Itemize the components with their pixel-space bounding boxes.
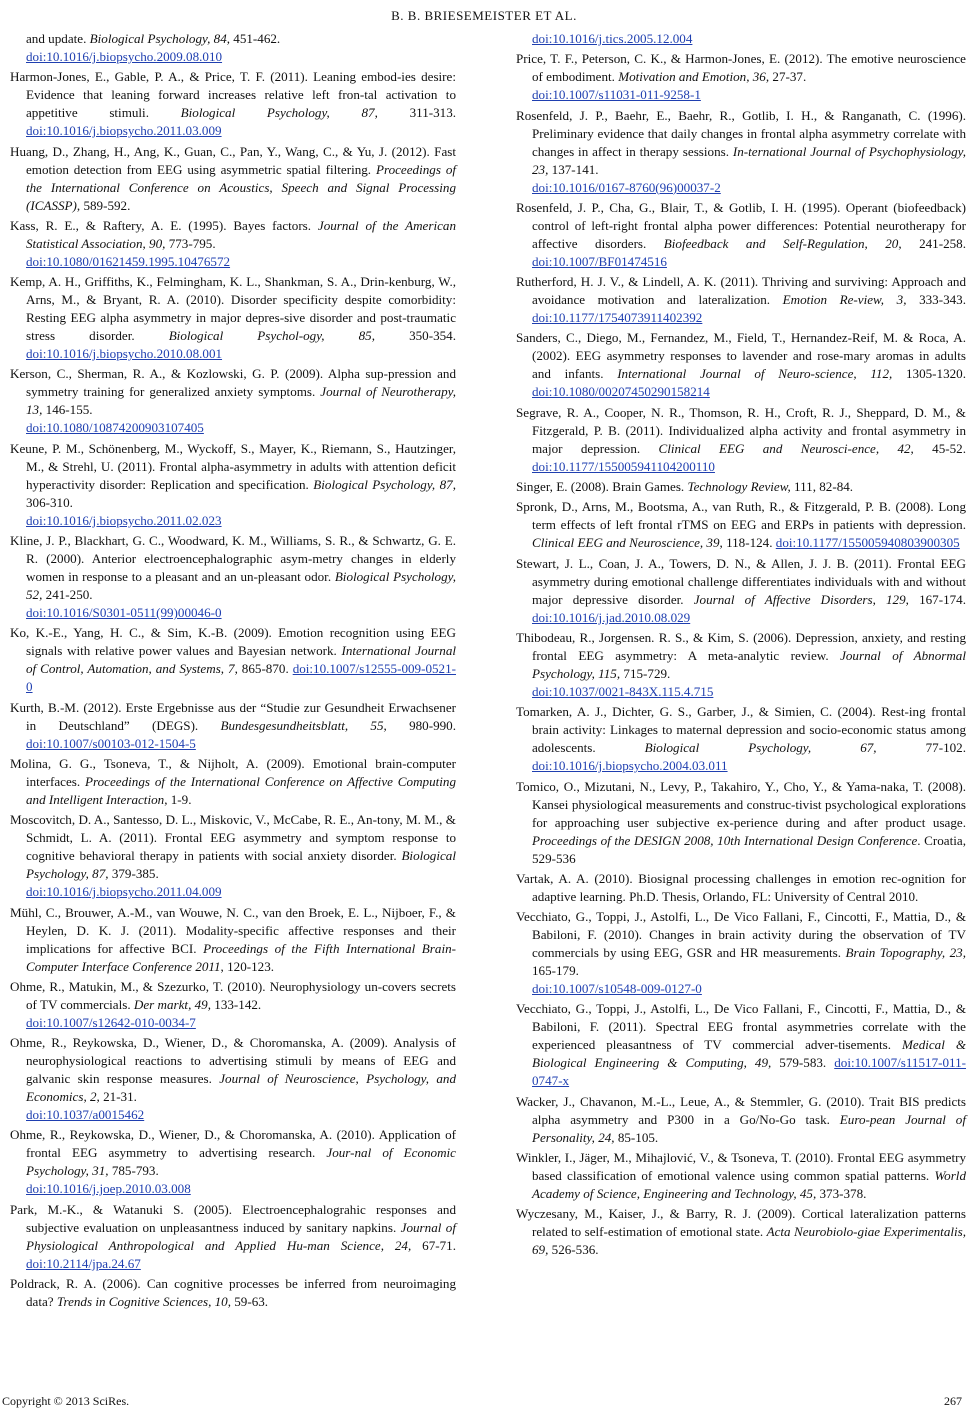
- doi-link[interactable]: doi:10.1016/0167-8760(96)00037-2: [532, 179, 721, 195]
- reference-pages: 111, 82-84.: [790, 479, 854, 495]
- reference-pages: 865-870.: [237, 661, 293, 677]
- reference-text: and update.: [26, 31, 90, 46]
- reference-journal: Acta Neurobiolo-giae Experimentalis, 69,: [532, 1224, 967, 1258]
- reference-journal: Clinical EEG and Neurosci-ence, 42,: [658, 440, 914, 456]
- doi-link[interactable]: doi:10.1016/j.biopsycho.2004.03.011: [532, 758, 728, 774]
- reference-entry: [10, 532, 456, 622]
- doi-link[interactable]: doi:10.1016/j.biopsycho.2009.08.010: [26, 49, 223, 64]
- reference-text: Tomarken, A. J., Dichter, G. S., Garber, J., & Simien, C. (2004). Rest-ing frontal brain activity: Linkages to maternal depression and socio-economic status among adolescents.: [516, 704, 966, 756]
- reference-journal: Journal of Affective Disorders, 129,: [693, 591, 909, 607]
- reference-journal: Clinical EEG and Neuroscience, 39,: [532, 535, 723, 551]
- reference-text: Thibodeau, R., Jorgensen. R. S., & Kim, S. (2006). Depression, anxiety, and resting frontal EEG asymmetry: A meta-analytic review.: [516, 629, 966, 663]
- reference-pages: 379-385.: [108, 866, 159, 882]
- reference-entry: [10, 904, 456, 976]
- reference-entry: [10, 365, 456, 437]
- reference-entry: [516, 1149, 966, 1203]
- doi-link[interactable]: doi:10.1037/0021-843X.115.4.715: [532, 683, 714, 699]
- copyright-notice: Copyright © 2013 SciRes.: [2, 1394, 130, 1408]
- reference-text: Mühl, C., Brouwer, A.-M., van Wouwe, N. C., van den Broek, E. L., Nijboer, F., & Heylen, D. K. J. (2011). Modality-specific affective responses and their implications for affective BCI.: [10, 904, 456, 956]
- reference-text: Ko, K.-E., Yang, H. C., & Sim, K.-B. (2009). Emotion recognition using EEG signals with relative power values and Bayesian network.: [10, 625, 456, 659]
- reference-journal: World Academy of Science, Engineering and Technology, 45,: [532, 1168, 966, 1202]
- reference-journal: Proceedings of the International Conference on Affective Computing and Intelligent Interaction: [26, 773, 456, 807]
- reference-entry: [516, 1205, 966, 1259]
- reference-journal: Journal of Neurotherapy, 13,: [26, 384, 456, 418]
- reference-journal: Journal of Abnormal Psychology, 115,: [532, 647, 966, 681]
- reference-text: Harmon-Jones, E., Gable, P. A., & Price, T. F. (2011). Leaning embod-ies desire: Evidence that leaning forward increases relative left fron-tal activation to appetitive stimuli.: [10, 69, 456, 121]
- doi-link[interactable]: doi:10.1007/BF01474516: [532, 253, 667, 269]
- reference-journal: International Journal of Control, Automation, and Systems, 7,: [26, 643, 456, 677]
- reference-text: Kline, J. P., Blackhart, G. C., Woodward, K. M., Williams, S. R., & Schwartz, G. E. R. (2000). Anterior electroencephalographic asym-metry changes in elderly women in response to a pleasant and an un-pleasant odor.: [10, 533, 456, 585]
- doi-link[interactable]: doi:10.1007/s11517-011-0747-x: [532, 1055, 966, 1089]
- reference-entry: [10, 1126, 456, 1198]
- reference-pages: , 1-9.: [164, 791, 192, 807]
- reference-text: Segrave, R. A., Cooper, N. R., Thomson, R. H., Croft, R. J., Sheppard, D. M., & Fitzgerald, P. B. (2011). Individualized alpha activity and frontal asymmetry in major depression.: [516, 404, 966, 456]
- reference-journal: Biofeedback and Self-Regulation, 20,: [663, 235, 902, 251]
- reference-entry: [516, 703, 966, 775]
- reference-pages: 137-141.: [548, 161, 599, 177]
- reference-text: Kemp, A. H., Griffiths, K., Felmingham, K. L., Shankman, S. A., Drin-kenburg, W., Arns, M., & Bryant, R. A. (2010). Disorder specificity despite comorbidity: Resting EEG alpha asymmetry in major depres-sive disorder and post-traumatic stress disorder.: [10, 274, 456, 344]
- reference-pages: . Croatia, 529-536: [532, 832, 966, 866]
- reference-pages: , 120-123.: [220, 958, 275, 974]
- reference-entry: [516, 908, 966, 998]
- reference-journal: Proceedings of the Fifth International Brain-Computer Interface Conference 2011: [26, 940, 456, 974]
- reference-text: Wyczesany, M., Kaiser, J., & Barry, R. J. (2009). Cortical lateralization patterns related to self-estimation of emotional state.: [516, 1206, 966, 1240]
- reference-text: Wacker, J., Chavanon, M.-L., Leue, A., & Stemmler, G. (2010). Trait BIS predicts alpha asymmetry and P300 in a Go/No-Go task.: [516, 1093, 966, 1127]
- reference-pages: 241-258.: [901, 235, 966, 251]
- reference-pages: 773-795.: [165, 235, 216, 251]
- reference-pages: 77-102.: [876, 740, 966, 756]
- doi-link[interactable]: doi:10.1080/01621459.1995.10476572: [26, 253, 231, 269]
- reference-text: Spronk, D., Arns, M., Bootsma, A., van Ruth, R., & Fitzgerald, P. B. (2008). Long term effects of left frontal rTMS on EEG and ERPs in patients with depression.: [516, 499, 966, 533]
- reference-entry: [10, 143, 456, 215]
- reference-entry: [10, 30, 456, 66]
- doi-link[interactable]: doi:10.1016/j.biopsycho.2011.02.023: [26, 512, 222, 528]
- reference-journal: Journal of the American Statistical Association, 90,: [26, 217, 457, 251]
- reference-text: Keune, P. M., Schönenberg, M., Wyckoff, S., Mayer, K., Riemann, S., Hautzinger, M., & Strehl, U. (2011). Frontal alpha-asymmetry in adults with attention deficit hyperactivity disorder: Replication and specification.: [10, 440, 456, 492]
- reference-entry: [516, 107, 966, 197]
- reference-entry: [516, 870, 966, 906]
- reference-journal: Biological Psychology, 87,: [313, 476, 456, 492]
- reference-pages: 311-313.: [377, 105, 457, 121]
- reference-entry: [516, 498, 966, 552]
- reference-text: Poldrack, R. A. (2006). Can cognitive processes be inferred from neuroimaging data?: [10, 1276, 456, 1310]
- doi-link[interactable]: doi:10.1016/j.biopsycho.2010.08.001: [26, 346, 223, 362]
- reference-pages: 241-250.: [42, 587, 93, 603]
- reference-entry: [10, 68, 456, 140]
- reference-pages: 118-124.: [722, 535, 776, 551]
- doi-link[interactable]: doi:10.1037/a0015462: [26, 1107, 145, 1123]
- reference-text: Vecchiato, G., Toppi, J., Astolfi, L., De Vico Fallani, F., Cincotti, F., Mattia, D., & Babiloni, F. (2011). Spectral EEG frontal asymmetries correlate with the experienced pleasantness of TV commercial adver-tisements.: [516, 1001, 966, 1053]
- reference-entry: [10, 217, 456, 271]
- reference-journal: Biological Psychol-ogy, 85,: [168, 328, 375, 344]
- reference-journal: Technology Review,: [687, 479, 791, 495]
- doi-link[interactable]: doi:10.1007/s00103-012-1504-5: [26, 735, 196, 751]
- reference-journal: Der markt, 49,: [133, 996, 211, 1012]
- reference-entry: [516, 629, 966, 701]
- reference-pages: 146-155.: [42, 402, 93, 418]
- reference-entry: [10, 811, 456, 901]
- doi-link[interactable]: doi:10.1080/00207450290158214: [532, 384, 710, 400]
- doi-link[interactable]: doi:10.1007/s10548-009-0127-0: [532, 981, 702, 997]
- reference-journal: Bundesgesundheitsblatt, 55,: [220, 717, 387, 733]
- reference-journal: Biological Psychology, 52,: [26, 569, 456, 603]
- reference-pages: 715-729.: [620, 665, 671, 681]
- doi-link[interactable]: doi:10.1007/s11031-011-9258-1: [532, 87, 701, 103]
- reference-text: Rutherford, H. J. V., & Lindell, A. K. (2011). Thriving and surviving: Approach and avoidance motivation and lateralization.: [516, 274, 966, 308]
- reference-pages: 306-310.: [26, 494, 73, 510]
- reference-text: Vecchiato, G., Toppi, J., Astolfi, L., De Vico Fallani, F., Cincotti, F., Mattia, D., & Babiloni, F. (2010). Changes in brain activity during the observation of TV commercials by using EEG, GSR and HR measurements.: [516, 909, 966, 961]
- reference-journal: International Journal of Neuro-science, 112,: [617, 366, 893, 382]
- doi-link[interactable]: doi:10.1080/10874200903107405: [26, 420, 204, 436]
- reference-entry: [516, 329, 966, 401]
- reference-text: Kerson, C., Sherman, R. A., & Kozlowski, G. P. (2009). Alpha sup-pression and symmetry training for generalized anxiety symptoms.: [10, 366, 456, 400]
- reference-text: Sanders, C., Diego, M., Fernandez, M., Field, T., Hernandez-Reif, M. & Roca, A. (2002). EEG asymmetry responses to lavender and rose-mary aromas in adults and infants.: [516, 330, 966, 382]
- doi-link[interactable]: doi:10.2114/jpa.24.67: [26, 1255, 141, 1271]
- reference-entry: [516, 273, 966, 327]
- reference-pages: 21-31.: [99, 1089, 137, 1105]
- doi-link[interactable]: doi:10.1016/j.joep.2010.03.008: [26, 1181, 191, 1197]
- reference-pages: 165-179.: [532, 963, 579, 979]
- reference-pages: 59-63.: [230, 1294, 269, 1310]
- reference-journal: Medical & Biological Engineering & Computing, 49,: [532, 1037, 966, 1071]
- reference-pages: 785-793.: [108, 1163, 159, 1179]
- reference-pages: 67-71.: [411, 1237, 456, 1253]
- reference-text: Kass, R. E., & Raftery, A. E. (1995). Bayes factors.: [10, 217, 318, 233]
- reference-journal: Journal of Neuroscience, Psychology, and Economics, 2,: [26, 1071, 456, 1105]
- reference-journal: Trends in Cognitive Sciences, 10,: [56, 1294, 231, 1310]
- reference-text: Rosenfeld, J. P., Baehr, E., Baehr, R., Gotlib, I. H., & Ranganath, C. (1996). Preliminary evidence that daily changes in frontal alpha asymmetry correlate with changes in affect in therapy sessions.: [516, 107, 966, 159]
- reference-text: Huang, D., Zhang, H., Ang, K., Guan, C., Pan, Y., Wang, C., & Yu, J. (2012). Fast emotion detection from EEG using asymmetric spatial filtering.: [10, 143, 456, 177]
- page-number: 267: [944, 1394, 962, 1408]
- doi-link[interactable]: doi:10.1177/155005941104200110: [532, 458, 715, 474]
- running-head: B. B. BRIESEMEISTER ET AL.: [391, 8, 577, 23]
- reference-entry: [516, 50, 966, 104]
- reference-pages: 1305-1320.: [892, 366, 966, 382]
- reference-text: Price, T. F., Peterson, C. K., & Harmon-Jones, E. (2012). The emotive neuroscience of embodiment.: [516, 51, 966, 85]
- reference-text: Ohme, R., Matukin, M., & Szezurko, T. (2010). Neurophysiology un-covers secrets of TV commercials.: [10, 978, 456, 1012]
- reference-journal: In-ternational Journal of Psychophysiology, 23,: [532, 143, 966, 177]
- reference-pages: 133-142.: [211, 996, 262, 1012]
- reference-pages: 579-583.: [771, 1055, 835, 1071]
- doi-link[interactable]: doi:10.1016/j.biopsycho.2011.03.009: [26, 123, 222, 139]
- doi-link[interactable]: doi:10.1016/j.tics.2005.12.004: [532, 31, 693, 46]
- reference-text: Vartak, A. A. (2010). Biosignal processing challenges in emotion rec-ognition for adaptive learning. Ph.D. Thesis, Orlando, FL: University of Central 2010.: [516, 870, 966, 904]
- reference-pages: 85-105.: [614, 1129, 659, 1145]
- reference-journal: Biological Psychology, 87,: [26, 848, 456, 882]
- reference-entry: [10, 1201, 456, 1273]
- reference-entry: [516, 555, 966, 627]
- doi-link[interactable]: doi:10.1177/155005940803900305: [775, 535, 960, 551]
- reference-journal: Emotion Re-view, 3,: [782, 292, 907, 308]
- doi-link[interactable]: doi:10.1007/s12555-009-0521-0: [26, 661, 456, 695]
- reference-entry: [516, 478, 966, 496]
- doi-link[interactable]: doi:10.1016/j.jad.2010.08.029: [532, 609, 691, 625]
- reference-text: Ohme, R., Reykowska, D., Wiener, D., & Choromanska, A. (2009). Analysis of neurophysiological reactions to advertising stimuli by means of EEG and galvanic skin response measures.: [10, 1035, 456, 1087]
- reference-entry: [10, 273, 456, 363]
- references-left-column: [10, 30, 456, 1313]
- reference-entry: [10, 624, 456, 696]
- reference-text: Molina, G. G., Tsoneva, T., & Nijholt, A. (2009). Emotional brain-computer interfaces.: [10, 755, 456, 789]
- reference-entry: [10, 440, 456, 530]
- reference-pages: 27-37.: [769, 69, 807, 85]
- reference-entry: [10, 755, 456, 809]
- reference-text: Moscovitch, D. A., Santesso, D. L., Miskovic, V., McCabe, R. E., An-tony, M. M., & Schmidt, L. A. (2011). Frontal EEG asymmetry and symptom response to cognitive behavioral therapy in patients with social anxiety disorder.: [10, 812, 456, 864]
- reference-entry: [516, 778, 966, 868]
- reference-entry: [10, 978, 456, 1032]
- doi-link[interactable]: doi:10.1177/1754073911402392: [532, 310, 703, 326]
- reference-text: Kurth, B.-M. (2012). Erste Ergebnisse aus der “Studie zur Gesundheit Erwachsener in Deutschland” (DEGS).: [10, 699, 456, 733]
- reference-journal: Euro-pean Journal of Personality, 24,: [532, 1111, 966, 1145]
- reference-pages: 167-174.: [908, 591, 966, 607]
- reference-text: Tomico, O., Mizutani, N., Levy, P., Takahiro, Y., Cho, Y., & Yama-naka, T. (2008). Kansei physiological measurements and construc-tivist psychological explorations for approaching user subjective ex-perience during and after product usage.: [516, 778, 966, 830]
- reference-text: Ohme, R., Reykowska, D., Wiener, D., & Choromanska, A. (2010). Application of frontal EEG asymmetry to advertising research.: [10, 1127, 456, 1161]
- references-right-column: [516, 30, 966, 1262]
- reference-journal: Proceedings of the DESIGN 2008, 10th International Design Conference: [532, 832, 918, 848]
- reference-pages: 373-378.: [816, 1186, 867, 1202]
- doi-link[interactable]: doi:10.1016/S0301-0511(99)00046-0: [26, 605, 222, 621]
- reference-entry: [10, 699, 456, 753]
- reference-journal: Proceedings of the International Conference on Acoustics, Speech and Signal Processing (ICASSP): [26, 161, 456, 213]
- reference-entry: [10, 1275, 456, 1311]
- reference-entry: [516, 1000, 966, 1090]
- reference-pages: 526-536.: [548, 1242, 599, 1258]
- reference-pages: 451-462.: [230, 31, 281, 46]
- reference-entry: [516, 199, 966, 271]
- reference-journal: Journal of Physiological Anthropological and Applied Hu-man Science, 24,: [26, 1219, 456, 1253]
- reference-journal: Jour-nal of Economic Psychology, 31,: [26, 1145, 456, 1179]
- doi-link[interactable]: doi:10.1016/j.biopsycho.2011.04.009: [26, 884, 222, 900]
- reference-pages: 333-343.: [906, 292, 966, 308]
- reference-pages: 350-354.: [375, 328, 456, 344]
- doi-link[interactable]: doi:10.1007/s12642-010-0034-7: [26, 1014, 196, 1030]
- reference-entry: [516, 404, 966, 476]
- reference-journal: Biological Psychology, 87,: [180, 105, 378, 121]
- reference-pages: 45-52.: [913, 440, 966, 456]
- reference-text: Park, M.-K., & Watanuki S. (2005). Electroencephalograhic responses and subjective evaluation on unpleasantness induced by sanitary napkins.: [10, 1201, 456, 1235]
- reference-pages: 980-990.: [386, 717, 456, 733]
- reference-text: Stewart, J. L., Coan, J. A., Towers, D. N., & Allen, J. J. B. (2011). Frontal EEG asymmetry during emotional challenge differentiates individuals with and without major depressive disorder.: [516, 555, 966, 607]
- reference-pages: , 589-592.: [76, 197, 131, 213]
- reference-text: Singer, E. (2008). Brain Games.: [516, 479, 688, 495]
- reference-entry: [516, 30, 966, 48]
- reference-entry: [10, 1034, 456, 1124]
- reference-journal: Brain Topography, 23,: [845, 945, 966, 961]
- reference-text: Winkler, I., Jäger, M., Mihajlović, V., & Tsoneva, T. (2010). Frontal EEG asymmetry based classification of emotional valence using common spatial patterns.: [516, 1150, 966, 1184]
- reference-journal: Motivation and Emotion, 36,: [618, 69, 770, 85]
- reference-entry: [516, 1093, 966, 1147]
- reference-journal: Biological Psychology, 84,: [89, 31, 231, 46]
- reference-text: Rosenfeld, J. P., Cha, G., Blair, T., & Gotlib, I. H. (1995). Operant (biofeedback) control of left-right frontal alpha power differences: Potential neurotherapy for affective disorders.: [516, 199, 966, 251]
- reference-journal: Biological Psychology, 67,: [644, 740, 877, 756]
